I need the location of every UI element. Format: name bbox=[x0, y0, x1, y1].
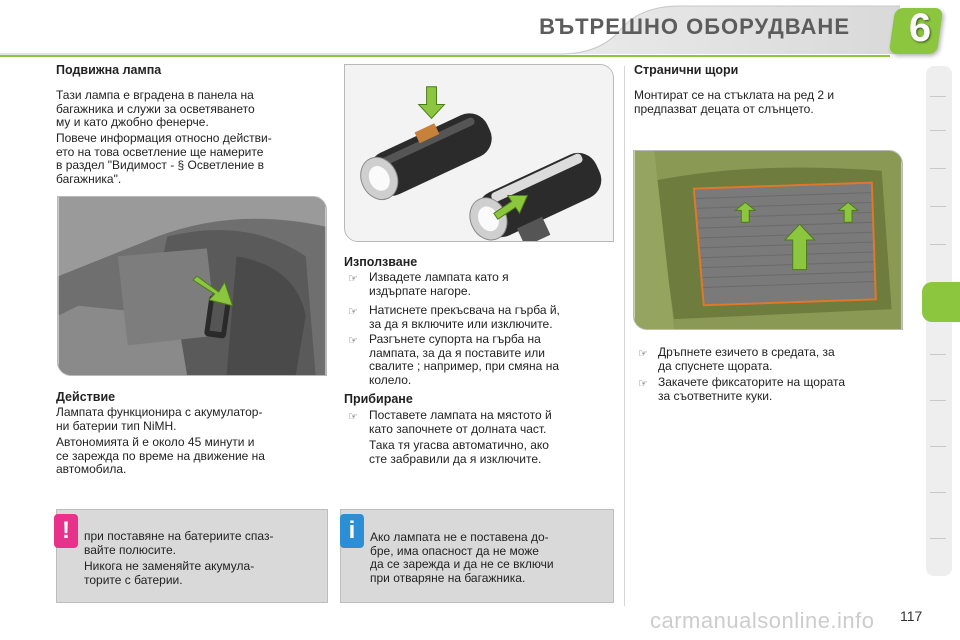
text-line: се зарежда по време на движение на bbox=[56, 448, 265, 463]
column-divider bbox=[624, 66, 625, 606]
tab-divider bbox=[930, 96, 946, 97]
text-line: при поставяне на батериите спаз- bbox=[84, 529, 274, 543]
text-line: Натиснете прекъсвача на гърба й, bbox=[369, 303, 560, 317]
flashlight-image bbox=[344, 64, 614, 242]
info-i-icon: i bbox=[340, 514, 364, 548]
text-line: сте забравили да я изключите. bbox=[369, 451, 542, 466]
hand-pointer-icon: ☞ bbox=[348, 273, 358, 285]
tab-divider bbox=[930, 244, 946, 245]
tab-divider bbox=[930, 168, 946, 169]
text-line: за да я включите или изключите. bbox=[369, 316, 553, 331]
hand-pointer-icon: ☞ bbox=[638, 348, 648, 360]
page-number: 117 bbox=[900, 608, 923, 624]
text-line: при отваряне на багажника. bbox=[370, 570, 526, 585]
text-line: Монтират се на стъклата на ред 2 и bbox=[634, 88, 835, 102]
tab-divider bbox=[930, 130, 946, 131]
storage-note bbox=[369, 439, 614, 466]
watermark: carmanualsonline.info bbox=[650, 608, 875, 633]
text-line: Закачете фиксаторите на щората bbox=[658, 375, 846, 389]
text-line: издърпате нагоре. bbox=[369, 283, 471, 298]
storage-step-1 bbox=[369, 409, 614, 436]
text-line: Повече информация относно действи- bbox=[56, 131, 272, 145]
trunk-lamp-image bbox=[57, 196, 327, 376]
paragraph-intro bbox=[56, 89, 326, 130]
section-title-storage: Прибиране bbox=[344, 392, 413, 406]
tab-divider bbox=[930, 446, 946, 447]
usage-step-1 bbox=[369, 271, 614, 298]
hand-pointer-icon: ☞ bbox=[348, 335, 358, 347]
text-line: автомобила. bbox=[56, 462, 127, 476]
trunk-illustration bbox=[58, 197, 326, 375]
text-line: багажника". bbox=[56, 171, 122, 186]
text-line: багажника и служи за осветяването bbox=[56, 101, 255, 116]
text-line: Никога не заменяйте акумула- bbox=[84, 559, 255, 573]
hand-pointer-icon: ☞ bbox=[638, 378, 648, 390]
text-line: ето на това осветление ще намерите bbox=[56, 144, 264, 159]
paragraph-autonomy bbox=[56, 436, 326, 477]
paragraph-battery bbox=[56, 406, 326, 433]
chapter-number: 6 bbox=[908, 6, 932, 50]
text-line: Тази лампа е вградена в панела на bbox=[56, 88, 254, 102]
text-line: Дръпнете езичето в средата, за bbox=[658, 345, 835, 359]
text-line: Разгънете супорта на гърба на bbox=[369, 332, 541, 346]
tab-divider bbox=[930, 538, 946, 539]
text-line: Лампата функционира с акумулатор- bbox=[56, 405, 263, 419]
car-door-blind-image bbox=[633, 150, 903, 330]
blind-step-2 bbox=[658, 376, 902, 403]
hand-pointer-icon: ☞ bbox=[348, 411, 358, 423]
text-line: предпазват децата от слънцето. bbox=[634, 101, 814, 116]
hand-pointer-icon: ☞ bbox=[348, 306, 358, 318]
text-line: да се зарежда и да не се включи bbox=[370, 557, 554, 571]
tab-divider bbox=[930, 206, 946, 207]
usage-step-2 bbox=[369, 304, 614, 331]
usage-step-3 bbox=[369, 333, 614, 387]
tab-divider bbox=[930, 354, 946, 355]
section-title-usage: Използване bbox=[344, 255, 418, 269]
text-line: Така тя угасва автоматично, ако bbox=[369, 438, 549, 452]
section-title-action: Действие bbox=[56, 390, 116, 404]
text-line: му и като джобно фенерче. bbox=[56, 115, 209, 129]
text-line: Ако лампата не е поставена до- bbox=[370, 530, 549, 544]
text-line: ни батерии тип NiMH. bbox=[56, 418, 177, 433]
text-line: торите с батерии. bbox=[84, 572, 183, 587]
text-line: бре, има опасност да не може bbox=[370, 543, 539, 558]
section-title-side-blinds: Странични щори bbox=[634, 63, 739, 77]
tab-divider bbox=[930, 492, 946, 493]
tab-chapter-6-active bbox=[922, 282, 960, 322]
tab-divider bbox=[930, 400, 946, 401]
flashlight-illustration bbox=[345, 65, 613, 241]
paragraph-blinds-intro bbox=[634, 89, 902, 116]
warning-exclamation-icon: ! bbox=[54, 514, 78, 548]
blind-step-1 bbox=[658, 346, 902, 373]
warning-text bbox=[84, 530, 324, 587]
text-line: лампата, за да я поставите или bbox=[369, 345, 545, 360]
text-line: за съответните куки. bbox=[658, 388, 773, 403]
text-line: свалите ; например, при смяна на bbox=[369, 359, 559, 373]
text-line: да спуснете щората. bbox=[658, 358, 773, 373]
text-line: Поставете лампата на мястото й bbox=[369, 408, 552, 422]
text-line: в раздел "Видимост - § Осветление в bbox=[56, 158, 265, 172]
info-text bbox=[370, 531, 610, 585]
door-blind-illustration bbox=[634, 151, 902, 329]
text-line: Извадете лампата като я bbox=[369, 270, 509, 284]
section-title-portable-lamp: Подвижна лампа bbox=[56, 63, 162, 77]
paragraph-more-info bbox=[56, 132, 326, 186]
text-line: Автономията й е около 45 минути и bbox=[56, 435, 255, 449]
text-line: като започнете от долната част. bbox=[369, 421, 547, 436]
page-header-title: ВЪТРЕШНО ОБОРУДВАНЕ bbox=[539, 14, 850, 39]
text-line: вайте полюсите. bbox=[84, 542, 176, 557]
text-line: колело. bbox=[369, 372, 412, 387]
